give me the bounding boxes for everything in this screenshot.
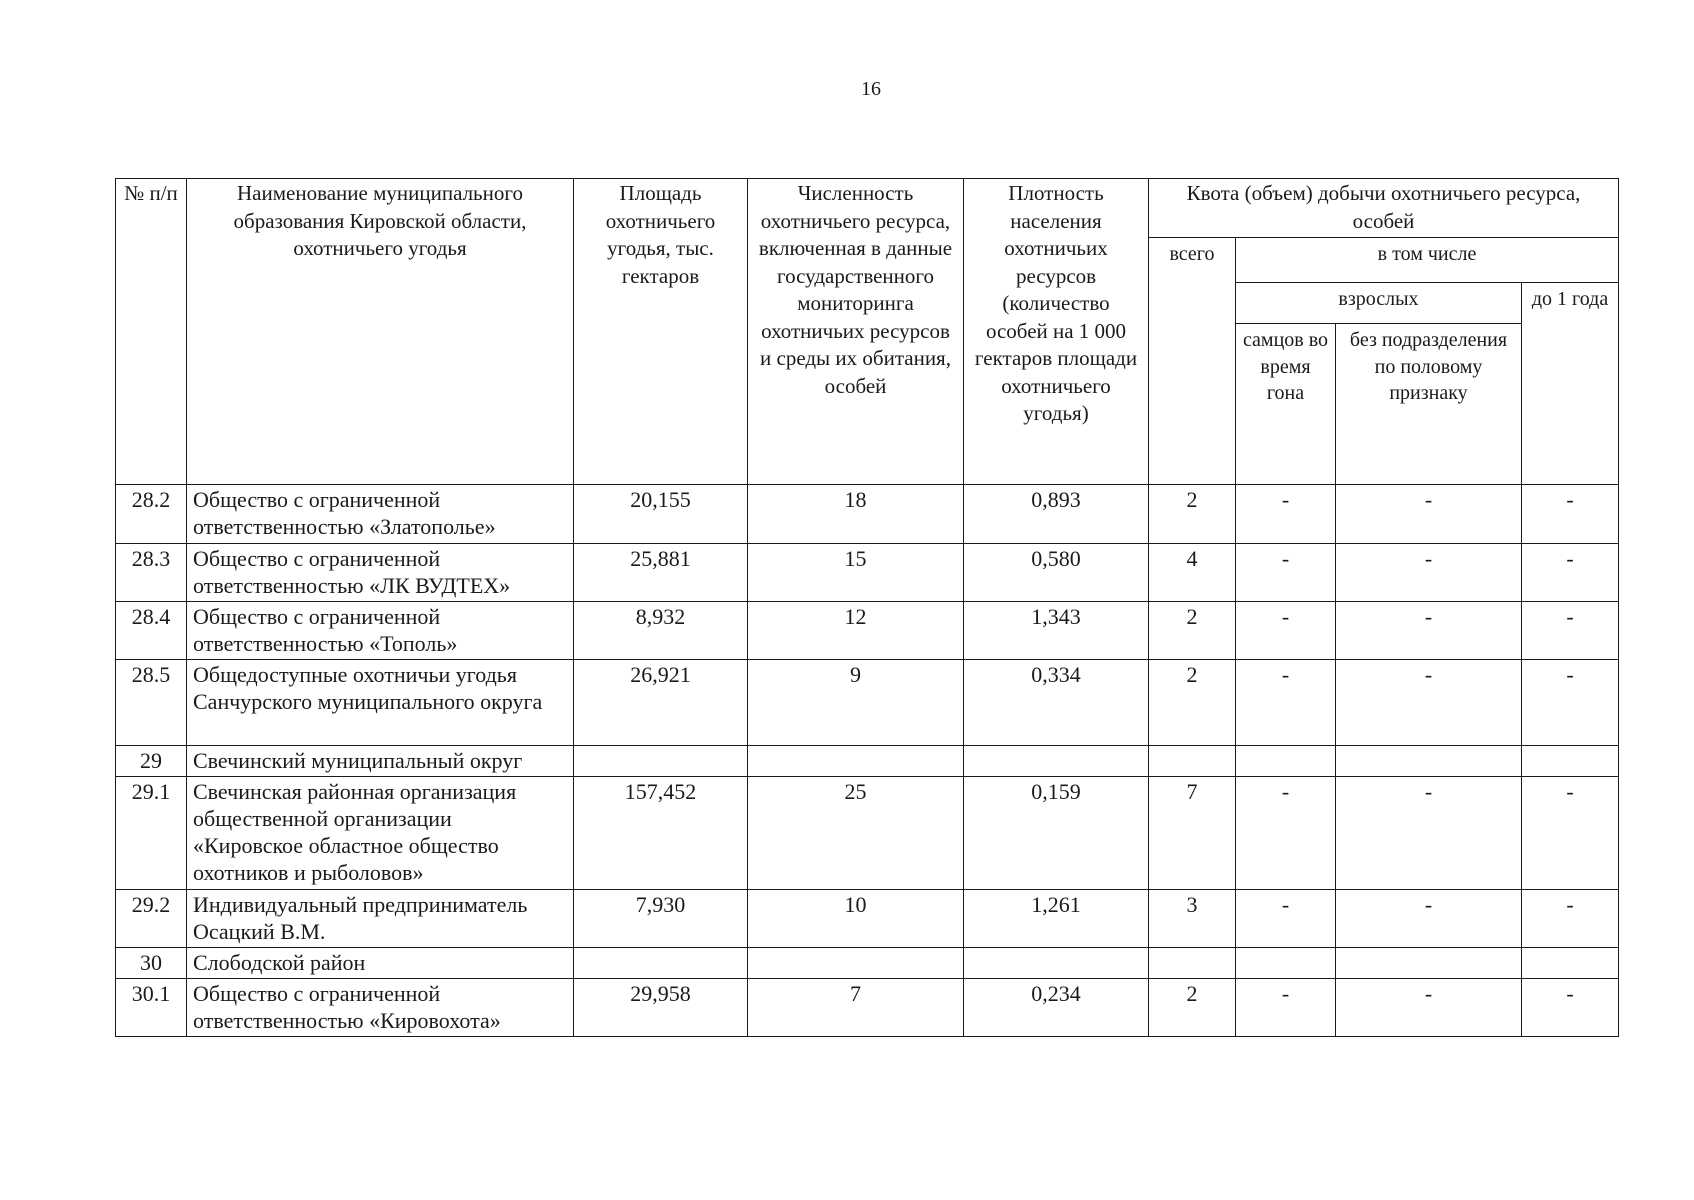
cell-males-rut: - bbox=[1236, 660, 1336, 746]
cell-under-one: - bbox=[1522, 602, 1619, 660]
cell-num: 30.1 bbox=[116, 979, 187, 1037]
table-row bbox=[116, 660, 1619, 746]
cell-num: 30 bbox=[116, 948, 187, 979]
cell-no-sex-division: - bbox=[1336, 602, 1522, 660]
header-under-one: до 1 года bbox=[1522, 283, 1619, 485]
cell-name: Общедоступные охотничьи угодья Санчурского муниципального округа bbox=[187, 660, 574, 746]
cell-density bbox=[964, 948, 1149, 979]
header-area: Площадь охотничьего угодья, тыс. гектаров bbox=[574, 179, 748, 485]
cell-under-one: - bbox=[1522, 485, 1619, 544]
cell-name: Свечинский муниципальный округ bbox=[187, 746, 574, 777]
cell-density: 0,334 bbox=[964, 660, 1149, 746]
header-total: всего bbox=[1149, 238, 1236, 485]
table-row bbox=[116, 544, 1619, 602]
table-row bbox=[116, 602, 1619, 660]
cell-no-sex-division: - bbox=[1336, 890, 1522, 948]
cell-density: 0,893 bbox=[964, 485, 1149, 544]
cell-num: 29.2 bbox=[116, 890, 187, 948]
cell-no-sex-division: - bbox=[1336, 544, 1522, 602]
cell-males-rut: - bbox=[1236, 485, 1336, 544]
cell-total: 7 bbox=[1149, 777, 1236, 890]
cell-density: 0,159 bbox=[964, 777, 1149, 890]
cell-count bbox=[748, 746, 964, 777]
cell-total bbox=[1149, 948, 1236, 979]
cell-no-sex-division bbox=[1336, 746, 1522, 777]
table-header bbox=[116, 179, 1619, 485]
cell-area: 20,155 bbox=[574, 485, 748, 544]
cell-count bbox=[748, 948, 964, 979]
table-row bbox=[116, 746, 1619, 777]
table-body bbox=[116, 485, 1619, 1037]
cell-under-one: - bbox=[1522, 660, 1619, 746]
cell-area: 29,958 bbox=[574, 979, 748, 1037]
cell-total: 2 bbox=[1149, 979, 1236, 1037]
header-including: в том числе bbox=[1236, 238, 1619, 283]
cell-density: 1,343 bbox=[964, 602, 1149, 660]
table-row bbox=[116, 948, 1619, 979]
cell-total: 2 bbox=[1149, 660, 1236, 746]
cell-num: 29.1 bbox=[116, 777, 187, 890]
cell-under-one: - bbox=[1522, 890, 1619, 948]
table-row bbox=[116, 979, 1619, 1037]
cell-density: 1,261 bbox=[964, 890, 1149, 948]
cell-area: 8,932 bbox=[574, 602, 748, 660]
cell-area bbox=[574, 948, 748, 979]
cell-total: 4 bbox=[1149, 544, 1236, 602]
cell-count: 15 bbox=[748, 544, 964, 602]
header-num: № п/п bbox=[116, 179, 187, 485]
cell-name: Общество с ограниченной ответственностью «Кировохота» bbox=[187, 979, 574, 1037]
cell-under-one: - bbox=[1522, 544, 1619, 602]
header-quota: Квота (объем) добычи охотничьего ресурса, особей bbox=[1149, 179, 1619, 238]
cell-area: 157,452 bbox=[574, 777, 748, 890]
header-males-rut: самцов во время гона bbox=[1236, 324, 1336, 485]
cell-males-rut: - bbox=[1236, 890, 1336, 948]
table-row bbox=[116, 777, 1619, 890]
cell-num: 28.5 bbox=[116, 660, 187, 746]
header-adults: взрослых bbox=[1236, 283, 1522, 324]
cell-area: 25,881 bbox=[574, 544, 748, 602]
header-density: Плотность населения охотничьих ресурсов (количество особей на 1 000 гектаров площади охотничьего угодья) bbox=[964, 179, 1149, 485]
cell-under-one: - bbox=[1522, 979, 1619, 1037]
header-name: Наименование муниципального образования Кировской области, охотничьего угодья bbox=[187, 179, 574, 485]
cell-males-rut: - bbox=[1236, 602, 1336, 660]
cell-total bbox=[1149, 746, 1236, 777]
cell-count: 9 bbox=[748, 660, 964, 746]
cell-name: Индивидуальный предприниматель Осацкий В.М. bbox=[187, 890, 574, 948]
cell-count: 7 bbox=[748, 979, 964, 1037]
cell-total: 2 bbox=[1149, 485, 1236, 544]
cell-no-sex-division: - bbox=[1336, 660, 1522, 746]
cell-under-one: - bbox=[1522, 777, 1619, 890]
cell-name: Общество с ограниченной ответственностью «Златополье» bbox=[187, 485, 574, 544]
cell-males-rut: - bbox=[1236, 979, 1336, 1037]
cell-area: 7,930 bbox=[574, 890, 748, 948]
header-count: Численность охотничьего ресурса, включенная в данные государственного мониторинга охотничьих ресурсов и среды их обитания, особей bbox=[748, 179, 964, 485]
cell-density bbox=[964, 746, 1149, 777]
cell-count: 18 bbox=[748, 485, 964, 544]
table-row bbox=[116, 890, 1619, 948]
cell-total: 3 bbox=[1149, 890, 1236, 948]
cell-males-rut bbox=[1236, 948, 1336, 979]
header-no-sex-division: без подразделения по половому признаку bbox=[1336, 324, 1522, 485]
cell-under-one bbox=[1522, 948, 1619, 979]
table-row bbox=[116, 485, 1619, 544]
cell-males-rut bbox=[1236, 746, 1336, 777]
cell-no-sex-division bbox=[1336, 948, 1522, 979]
cell-density: 0,234 bbox=[964, 979, 1149, 1037]
cell-num: 28.3 bbox=[116, 544, 187, 602]
cell-area: 26,921 bbox=[574, 660, 748, 746]
quota-table bbox=[115, 178, 1619, 1037]
cell-males-rut: - bbox=[1236, 777, 1336, 890]
cell-density: 0,580 bbox=[964, 544, 1149, 602]
cell-count: 10 bbox=[748, 890, 964, 948]
cell-no-sex-division: - bbox=[1336, 777, 1522, 890]
cell-count: 12 bbox=[748, 602, 964, 660]
cell-name: Общество с ограниченной ответственностью «Тополь» bbox=[187, 602, 574, 660]
cell-total: 2 bbox=[1149, 602, 1236, 660]
cell-num: 28.4 bbox=[116, 602, 187, 660]
cell-name: Свечинская районная организация общественной организации «Кировское областное общество охотников и рыболовов» bbox=[187, 777, 574, 890]
cell-num: 29 bbox=[116, 746, 187, 777]
cell-males-rut: - bbox=[1236, 544, 1336, 602]
cell-no-sex-division: - bbox=[1336, 979, 1522, 1037]
cell-num: 28.2 bbox=[116, 485, 187, 544]
page-number: 16 bbox=[861, 78, 881, 100]
cell-no-sex-division: - bbox=[1336, 485, 1522, 544]
cell-name: Слободской район bbox=[187, 948, 574, 979]
cell-name: Общество с ограниченной ответственностью «ЛК ВУДТЕХ» bbox=[187, 544, 574, 602]
cell-under-one bbox=[1522, 746, 1619, 777]
cell-count: 25 bbox=[748, 777, 964, 890]
cell-area bbox=[574, 746, 748, 777]
